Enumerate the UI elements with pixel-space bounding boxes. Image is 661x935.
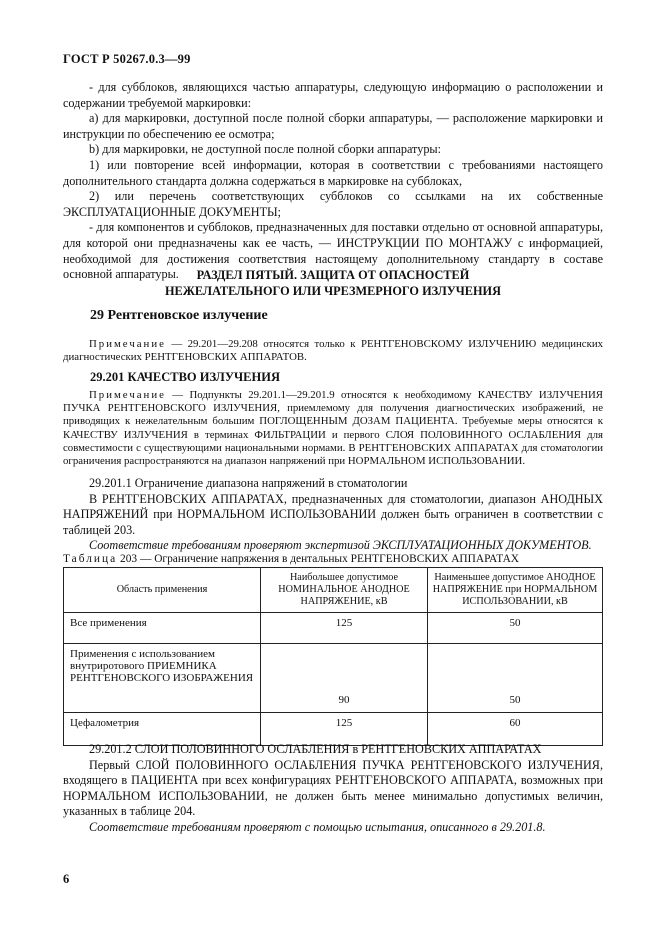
table-row (64, 644, 603, 713)
paragraph: a) для маркировки, доступной после полной сборки аппаратуры, — расположение маркировки и инструкции по обеспечению ее осмотра; (63, 111, 603, 141)
clause-29201-note (63, 389, 603, 468)
column-header: Наименьшее допустимое АНОДНОЕ НАПРЯЖЕНИЕ при НОРМАЛЬНОМ ИСПОЛЬЗОВАНИИ, кВ (428, 568, 603, 613)
table-row (64, 613, 603, 644)
page-number: 6 (63, 872, 70, 886)
section-heading-line: НЕЖЕЛАТЕЛЬНОГО ИЛИ ЧРЕЗМЕРНОГО ИЗЛУЧЕНИЯ (164, 284, 502, 298)
paragraph: 2) или перечень соответствующих субблоков со ссылками на их собственные ЭКСПЛУАТАЦИОННЫЕ ДОКУМЕНТЫ; (63, 189, 603, 219)
table-row (64, 713, 603, 746)
compliance-check: Соответствие требованиям проверяют экспертизой ЭКСПЛУАТАЦИОННЫХ ДОКУМЕНТОВ. (89, 538, 592, 553)
clause-29201-2 (63, 742, 603, 836)
table-caption-text: 203 — Ограничение напряжения в дентальных РЕНТГЕНОВСКИХ АППАРАТАХ (117, 553, 520, 565)
section-heading-line: РАЗДЕЛ ПЯТЫЙ. ЗАЩИТА ОТ ОПАСНОСТЕЙ (196, 268, 470, 282)
table-cell: 50 (428, 613, 603, 644)
table-label: Таблица (63, 553, 118, 565)
paragraph: b) для маркировки, не доступной после полной сборки аппаратуры: (89, 142, 441, 157)
clause-29-title: 29 Рентгеновское излучение (90, 308, 268, 323)
table-cell: Все применения (64, 613, 261, 644)
table-cell: 90 (261, 644, 428, 713)
subclause-heading: 29.201.1 Ограничение диапазона напряжений в стоматологии (89, 476, 408, 490)
standard-code-header: ГОСТ Р 50267.0.3—99 (63, 52, 191, 66)
note-text: — 29.201—29.208 относятся только к РЕНТГЕНОВСКОМУ ИЗЛУЧЕНИЮ медицинских диагностических РЕНТГЕНОВСКИХ АППАРАТОВ. (63, 338, 603, 364)
clause-29201-1 (63, 476, 603, 554)
section-heading (63, 267, 603, 299)
table-cell: 125 (261, 713, 428, 746)
note-label: Примечание (89, 389, 166, 401)
table-203 (63, 567, 603, 746)
subclause-heading: 29.201.2 СЛОИ ПОЛОВИННОГО ОСЛАБЛЕНИЯ в РЕНТГЕНОВСКИХ АППАРАТАХ (89, 742, 542, 756)
note-text: — Подпункты 29.201.1—29.201.9 относятся к необходимому КАЧЕСТВУ ИЗЛУЧЕНИЯ ПУЧКА РЕНТГЕНОВСКОГО ИЗЛУЧЕНИЯ, приемлемому для получения диагностических изображений, не приводящих к нежелательным большим ПОГЛОЩЕННЫМ ДОЗАМ ПАЦИЕНТА. Требуемые меры относятся к КАЧЕСТВУ ИЗЛУЧЕНИЯ в терминах ФИЛЬТРАЦИИ и первого СЛОЯ ПОЛОВИННОГО ОСЛАБЛЕНИЯ для совместимости с существующими национальными нормами. В РЕНТГЕНОВСКИХ АППАРАТАХ для стоматологии ограничения распространяются на диапазон напряжений при НОРМАЛЬНОМ ИСПОЛЬЗОВАНИИ. (63, 389, 603, 468)
clause-29-note (63, 338, 603, 364)
compliance-check: Соответствие требованиям проверяют с помощью испытания, описанного в 29.201.8. (89, 819, 546, 834)
paragraph: В РЕНТГЕНОВСКИХ АППАРАТАХ, предназначенных для стоматологии, диапазон АНОДНЫХ НАПРЯЖЕНИЙ при НОРМАЛЬНОМ ИСПОЛЬЗОВАНИИ должен быть ограничен в соответствии с таблицей 203. (63, 491, 603, 537)
paragraph: Первый СЛОЙ ПОЛОВИННОГО ОСЛАБЛЕНИЯ ПУЧКА РЕНТГЕНОВСКОГО ИЗЛУЧЕНИЯ, входящего в ПАЦИЕНТА при всех конфигурациях РЕНТГЕНОВСКОГО АППАРАТА, возможных при НОРМАЛЬНОМ ИСПОЛЬЗОВАНИИ, не должен быть менее минимально допустимых величин, указанных в таблице 204. (63, 757, 603, 819)
table-203-caption (63, 553, 519, 565)
paragraph: - для компонентов и субблоков, предназначенных для поставки отдельно от основной аппаратуры, для которой они предназначены как ее часть, — ИНСТРУКЦИИ ПО МОНТАЖУ с информацией, необходимой для достижения соответствия настоящему дополнительному стандарту в составе основной аппаратуры. (63, 220, 603, 282)
note-label: Примечание (89, 338, 166, 350)
top-paragraphs (63, 80, 603, 283)
paragraph: 1) или повторение всей информации, которая в соответствии с требованиями настоящего дополнительного стандарта должна содержаться в маркировке на субблоках, (63, 157, 603, 188)
table-header-row (64, 568, 603, 613)
clause-29201-title: 29.201 КАЧЕСТВО ИЗЛУЧЕНИЯ (90, 370, 280, 384)
table-cell: 125 (261, 613, 428, 644)
column-header: Область применения (64, 568, 261, 613)
table-cell: Применения с использованием внутриротового ПРИЕМНИКА РЕНТГЕНОВСКОГО ИЗОБРАЖЕНИЯ (64, 644, 261, 713)
column-header: Наибольшее допустимое НОМИНАЛЬНОЕ АНОДНОЕ НАПРЯЖЕНИЕ, кВ (261, 568, 428, 613)
table-cell: 50 (428, 644, 603, 713)
paragraph: - для субблоков, являющихся частью аппаратуры, следующую информацию о расположении и содержании требуемой маркировки: (63, 80, 603, 110)
table-cell: Цефалометрия (64, 713, 261, 746)
table-cell: 60 (428, 713, 603, 746)
